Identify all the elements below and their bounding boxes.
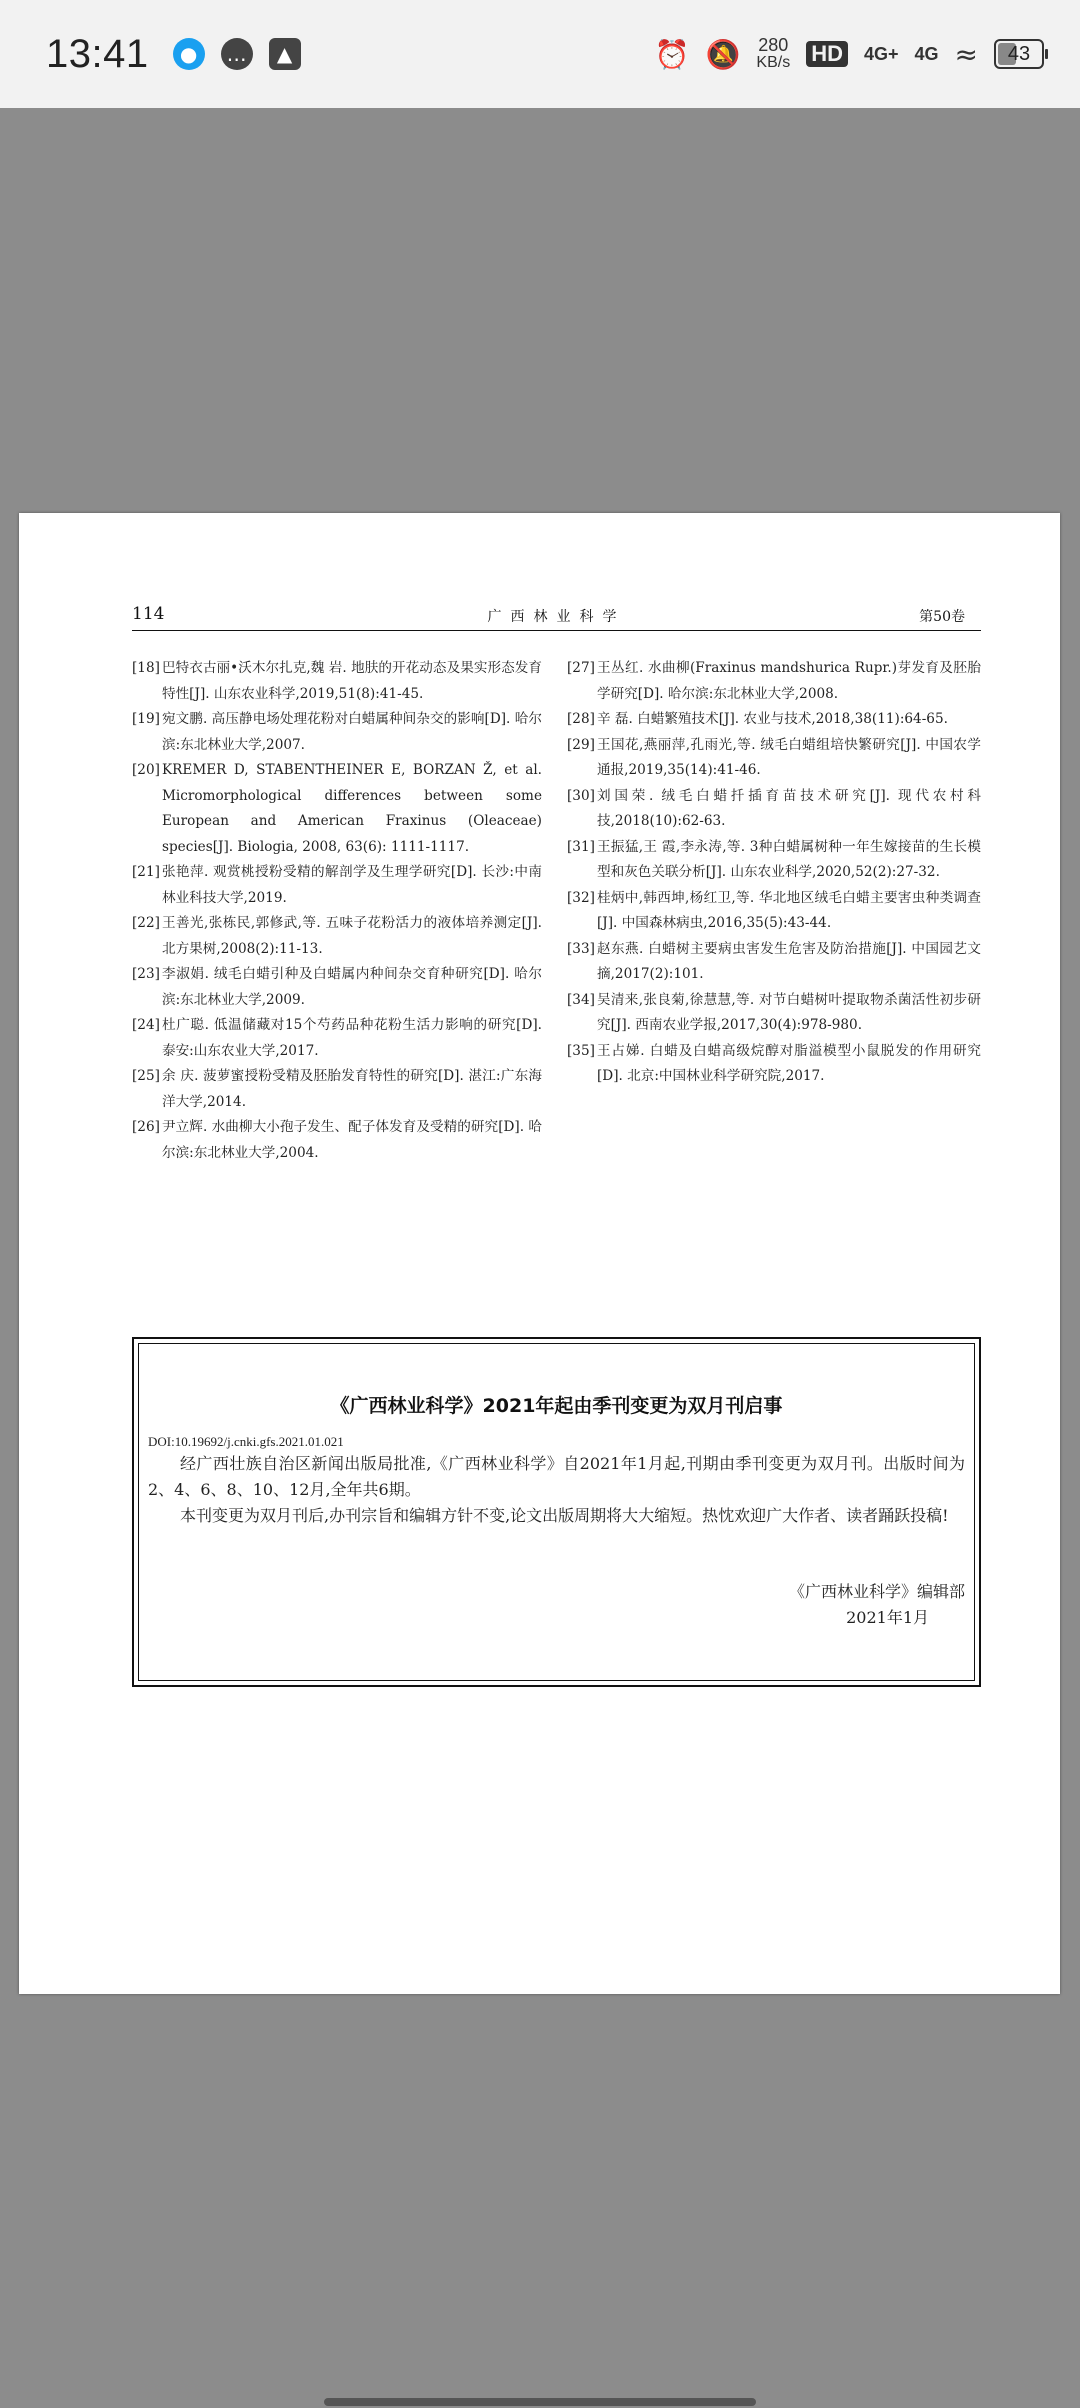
wifi-icon: ≈ xyxy=(954,37,978,71)
net-speed: 280 KB/s xyxy=(756,35,791,71)
alarm-icon: ⏰ xyxy=(654,37,690,71)
volume-label: 第50卷 xyxy=(919,609,965,625)
reference-item: [18] 巴特衣古丽•沃木尔扎克,魏 岩. 地肤的开花动态及果实形态发育特性[J]. 山东农业科学,2019,51(8):41-45. xyxy=(132,660,542,702)
hd-voice-icon: HD xyxy=(806,41,848,67)
sim2-signal-icon: 4G xyxy=(914,43,939,64)
status-bar xyxy=(0,0,1080,108)
gallery-icon: ▲ xyxy=(269,38,301,70)
reference-item: [26] 尹立辉. 水曲柳大小孢子发生、配子体发育及受精的研究[D]. 哈尔滨:东北林业大学,2004. xyxy=(132,1119,542,1161)
reference-item: [22] 王善光,张栋民,郭修武,等. 五味子花粉活力的液体培养测定[J]. 北方果树,2008(2):11-13. xyxy=(132,915,542,957)
reference-item: [28] 辛 磊. 白蜡繁殖技术[J]. 农业与技术,2018,38(11):64-65. xyxy=(567,711,948,727)
home-indicator[interactable] xyxy=(324,2398,756,2406)
battery-icon xyxy=(994,39,1044,69)
notice-body xyxy=(148,1451,965,1529)
reference-item: [32] 桂炳中,韩西坤,杨红卫,等. 华北地区绒毛白蜡主要害虫种类调查[J]. 中国森林病虫,2016,35(5):43-44. xyxy=(567,889,981,931)
references-left-column xyxy=(132,656,542,1166)
reference-item: [25] 余 庆. 菠萝蜜授粉受精及胚胎发育特性的研究[D]. 湛江:广东海洋大学,2014. xyxy=(132,1068,542,1110)
notice-title: 《广西林业科学》2021年起由季刊变更为双月刊启事 xyxy=(330,1395,783,1417)
system-icons xyxy=(655,36,1044,72)
notice-doi: DOI:10.19692/j.cnki.gfs.2021.01.021 xyxy=(148,1434,344,1449)
notice-box xyxy=(132,1337,981,1687)
reference-item: [20] KREMER D, STABENTHEINER E, BORZAN Ž, et al. Micromorphological differences between some European and American Fraxinus (Oleaceae) species[J]. Biologia, 2008, 63(6): 1111-1117. xyxy=(132,762,542,855)
status-time: 13:41 xyxy=(46,31,149,76)
reference-item: [23] 李淑娟. 绒毛白蜡引种及白蜡属内种间杂交育种研究[D]. 哈尔滨:东北林业大学,2009. xyxy=(132,966,542,1008)
reference-item: [27] 王丛红. 水曲柳(Fraxinus mandshurica Rupr.)芽发育及胚胎学研究[D]. 哈尔滨:东北林业大学,2008. xyxy=(567,660,981,702)
page-number: 114 xyxy=(132,604,165,624)
notice-date: 2021年1月 xyxy=(846,1608,929,1627)
running-header xyxy=(132,604,981,631)
reference-item: [33] 赵东燕. 白蜡树主要病虫害发生危害及防治措施[J]. 中国园艺文摘,2017(2):101. xyxy=(567,940,981,982)
battery-level: 43 xyxy=(1007,42,1031,65)
journal-title: 广西林业科学 xyxy=(487,609,626,625)
notice-signature: 《广西林业科学》编辑部 xyxy=(788,1582,965,1601)
reference-item: [19] 宛文鹏. 高压静电场处理花粉对白蜡属种间杂交的影响[D]. 哈尔滨:东北林业大学,2007. xyxy=(132,711,542,753)
qq-icon: ● xyxy=(173,38,205,70)
mute-icon: 🔕 xyxy=(705,37,741,71)
reference-item: [24] 杜广聪. 低温储藏对15个芍药品种花粉生活力影响的研究[D]. 泰安:山东农业大学,2017. xyxy=(132,1017,542,1059)
notice-paragraph: 本刊变更为双月刊后,办刊宗旨和编辑方针不变,论文出版周期将大大缩短。热忱欢迎广大作者、读者踊跃投稿! xyxy=(180,1506,949,1525)
notice-paragraph: 经广西壮族自治区新闻出版局批准,《广西林业科学》自2021年1月起,刊期由季刊变更为双月刊。出版时间为2、4、6、8、10、12月,全年共6期。 xyxy=(148,1454,965,1499)
reference-item: [35] 王占娣. 白蜡及白蜡高级烷醇对脂溢模型小鼠脱发的作用研究[D]. 北京:中国林业科学研究院,2017. xyxy=(567,1042,981,1084)
reference-item: [30] 刘国荣. 绒毛白蜡扦插育苗技术研究[J]. 现代农村科技,2018(10):62-63. xyxy=(567,787,981,829)
message-icon: … xyxy=(221,38,253,70)
reference-item: [21] 张艳萍. 观赏桃授粉受精的解剖学及生理学研究[D]. 长沙:中南林业科技大学,2019. xyxy=(132,864,542,906)
notification-icons xyxy=(173,38,301,70)
sim1-signal-icon: 4G+ xyxy=(863,43,899,64)
reference-item: [34] 吴清来,张良菊,徐慧慧,等. 对节白蜡树叶提取物杀菌活性初步研究[J]. 西南农业学报,2017,30(4):978-980. xyxy=(567,991,981,1033)
reference-item: [31] 王振猛,王 霞,李永涛,等. 3种白蜡属树种一年生嫁接苗的生长模型和灰色关联分析[J]. 山东农业科学,2020,52(2):27-32. xyxy=(567,838,981,880)
document-page[interactable] xyxy=(19,513,1060,1994)
reference-item: [29] 王国花,燕丽萍,孔雨光,等. 绒毛白蜡组培快繁研究[J]. 中国农学通报,2019,35(14):41-46. xyxy=(567,736,981,778)
references-right-column xyxy=(567,656,981,1090)
